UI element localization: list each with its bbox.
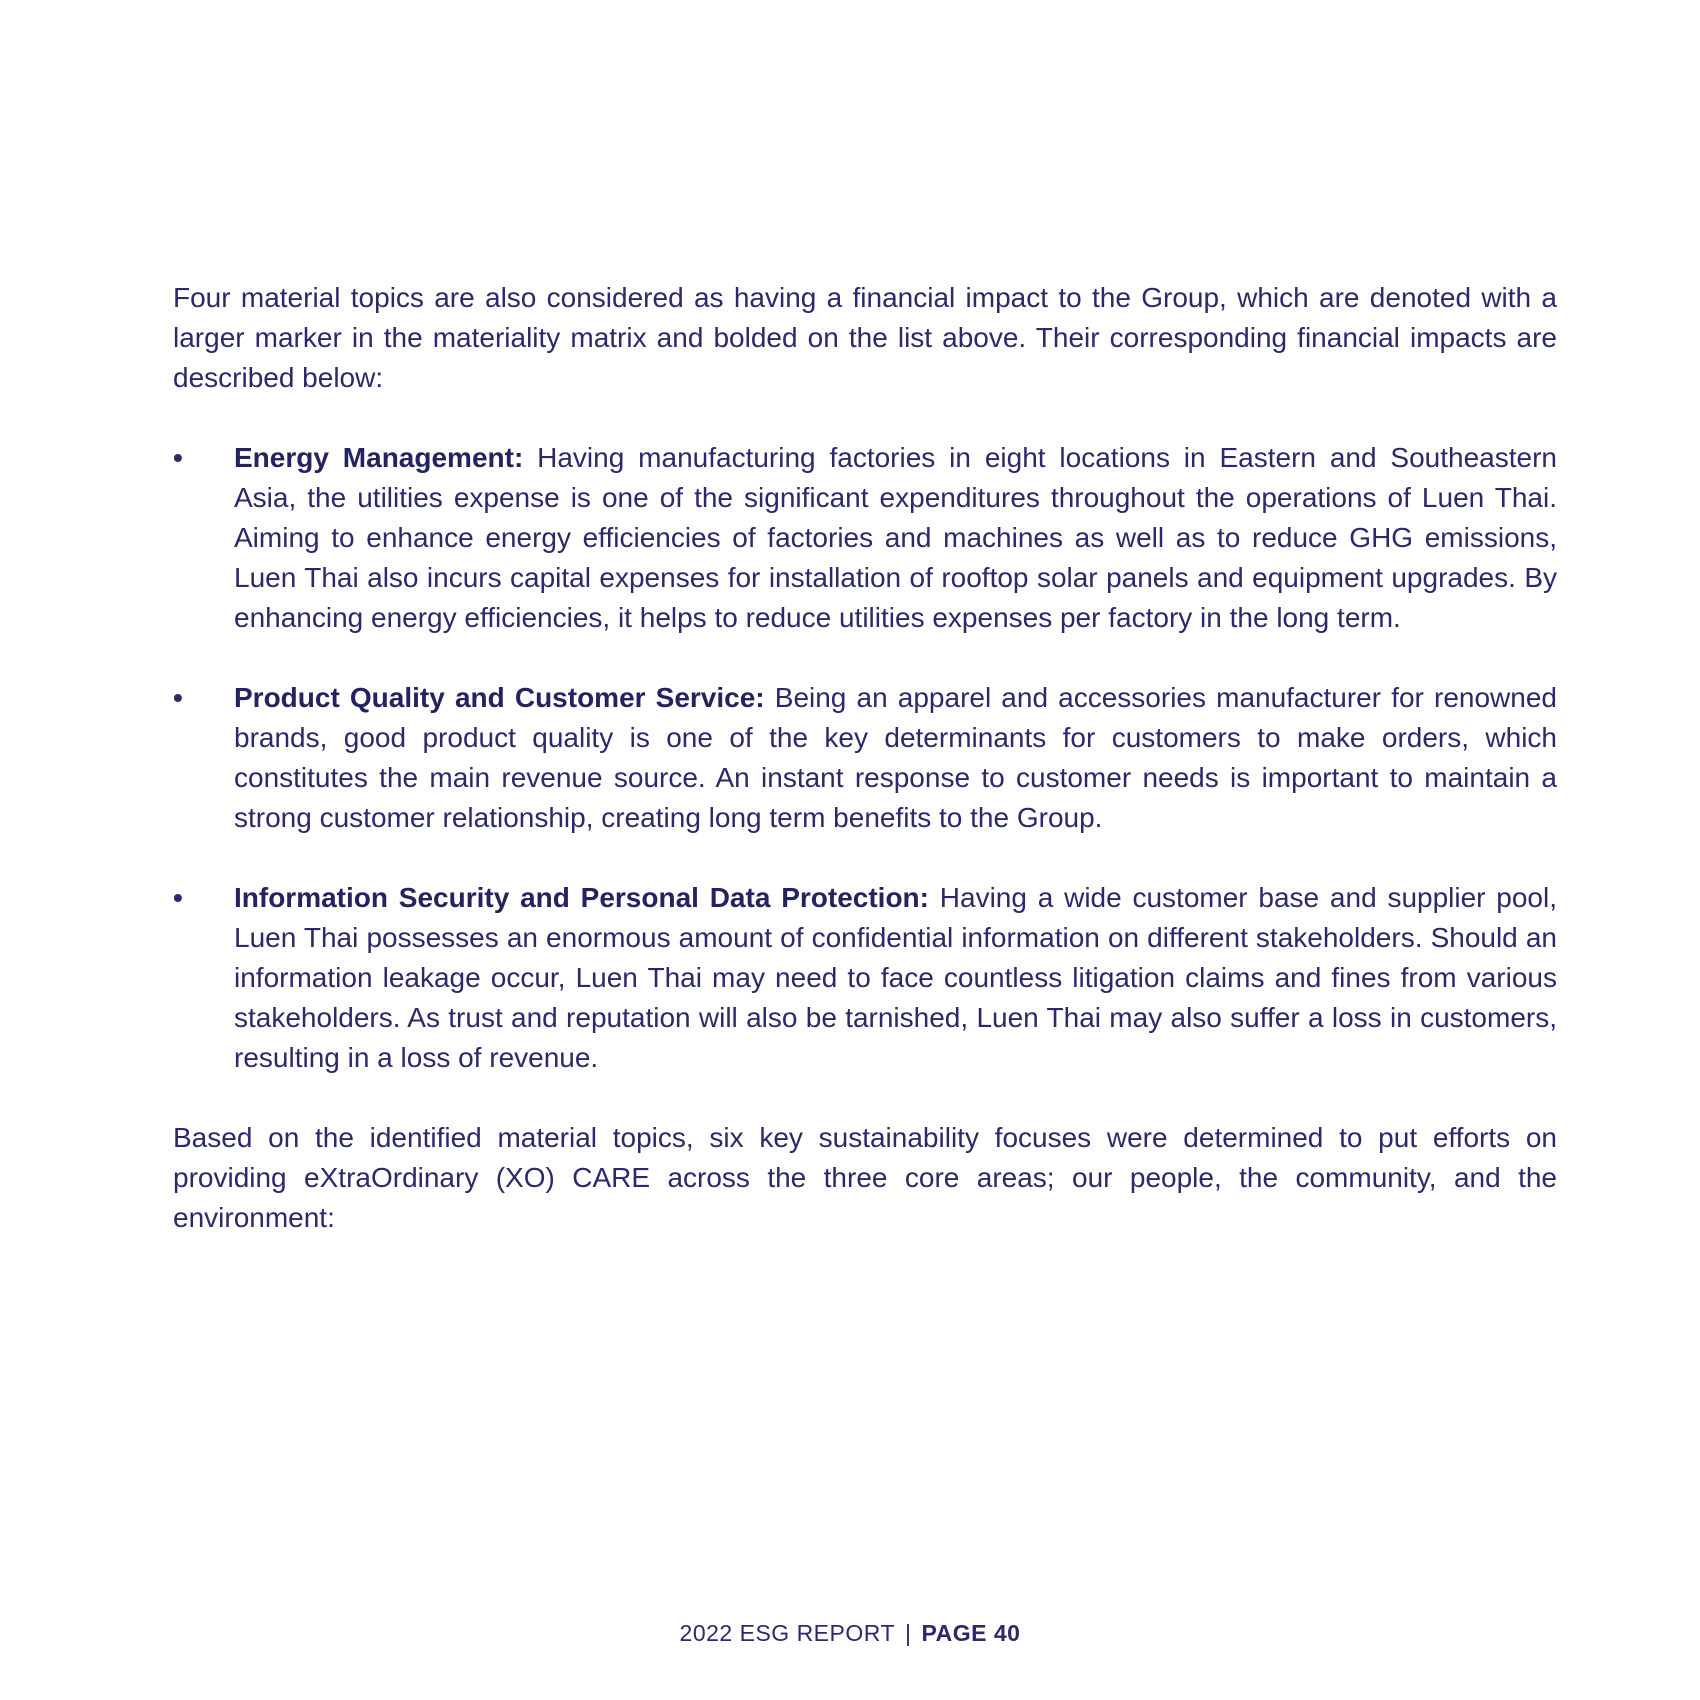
bullet-icon: • [173,442,183,473]
topic-title: Energy Management: [234,442,538,473]
topic-body: Being an apparel and accessories manufacturer for renowned brands, good product quality is one of the key determinants for customers to make orders, which constitutes the main revenue source. An instant response to customer needs is important to maintain a strong customer relationship, creating long term benefits to the Group. [234,682,1557,833]
main-content [173,278,1557,1238]
bullet-icon: • [173,682,183,713]
page-number: PAGE 40 [921,1620,1021,1646]
bullet-icon: • [173,882,183,913]
closing-paragraph: Based on the identified material topics, six key sustainability focuses were determined to put efforts on providing eXtraOrdinary (XO) CARE across the three core areas; our people, the community, and the environment: [173,1122,1557,1233]
topic-title: Product Quality and Customer Service: [234,682,775,713]
list-item-energy-management [173,438,1557,638]
footer-separator: | [905,1620,912,1646]
topic-body: Having a wide customer base and supplier pool, Luen Thai possesses an enormous amount of confidential information on different stakeholders. Should an information leakage occur, Luen Thai may need to face countless litigation claims and fines from various stakeholders. As trust and reputation will also be tarnished, Luen Thai may also suffer a loss in customers, resulting in a loss of revenue. [234,882,1558,1073]
report-title: 2022 ESG REPORT [679,1620,895,1646]
intro-paragraph: Four material topics are also considered as having a financial impact to the Group, which are denoted with a larger marker in the materiality matrix and bolded on the list above. Their corresponding financial impacts are described below: [173,282,1557,393]
financial-impact-list [173,438,1557,1078]
topic-title: Information Security and Personal Data Protection: [234,882,940,913]
list-item-product-quality [173,678,1557,838]
topic-body: Having manufacturing factories in eight locations in Eastern and Southeastern Asia, the utilities expense is one of the significant expenditures throughout the operations of Luen Thai. Aiming to enhance energy efficiencies of factories and machines as well as to reduce GHG emissions, Luen Thai also incurs capital expenses for installation of rooftop solar panels and equipment upgrades. By enhancing energy efficiencies, it helps to reduce utilities expenses per factory in the long term. [234,442,1557,633]
page-footer [0,1618,1700,1648]
list-item-information-security [173,878,1557,1078]
